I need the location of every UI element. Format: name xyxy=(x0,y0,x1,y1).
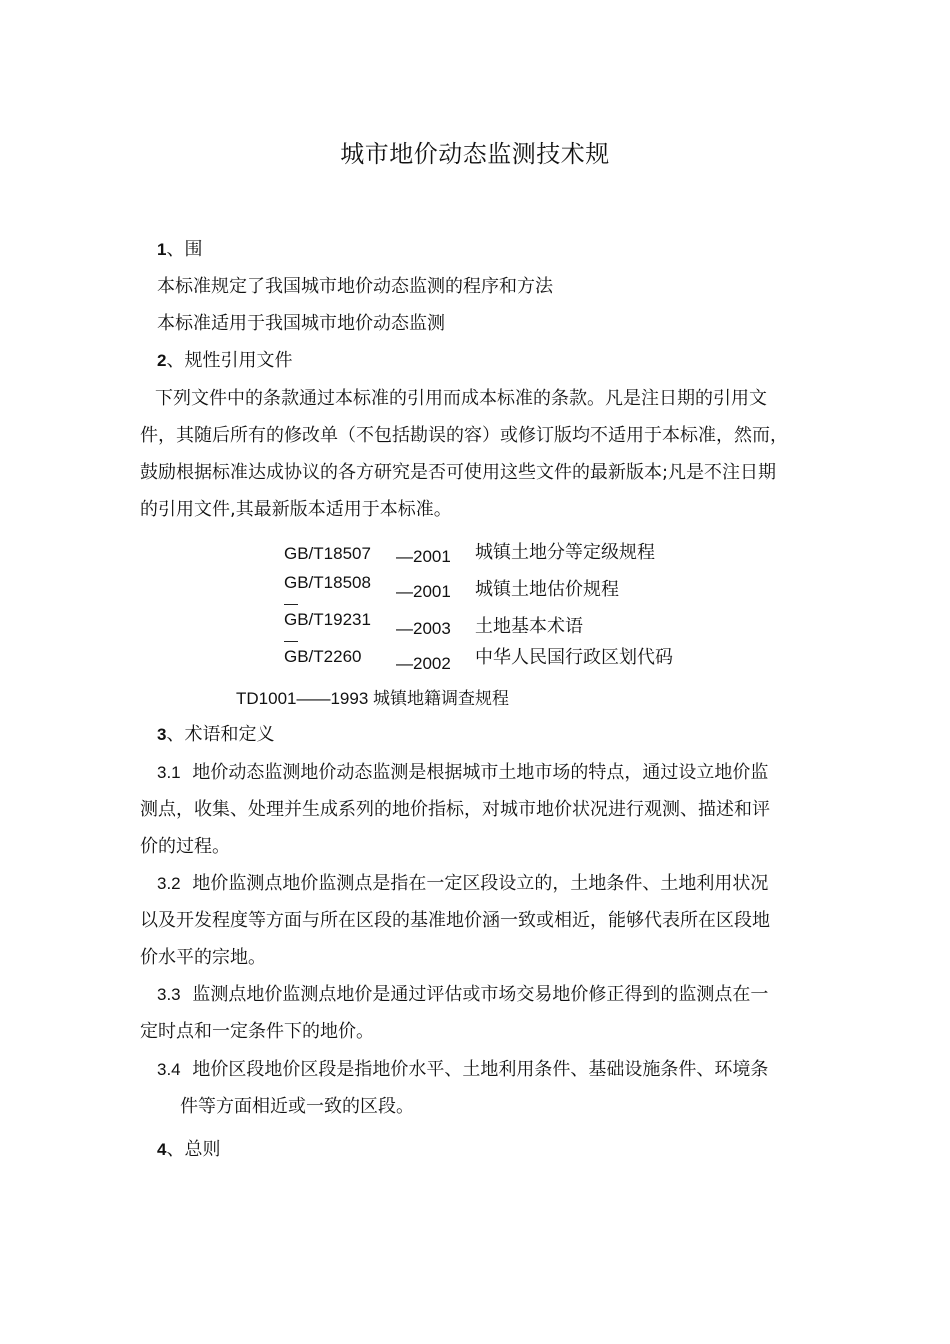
section-1-paragraph-2: 本标准适用于我国城市地价动态监测 xyxy=(157,313,445,334)
definition-3-2-line: 价水平的宗地。 xyxy=(140,947,266,968)
section-4-number: 4 xyxy=(157,1140,167,1159)
reference-year: —2003 xyxy=(396,619,451,638)
section-2-paragraph-line: 鼓励根据标准达成协议的各方研究是否可使用这些文件的最新版本;凡是不注日期 xyxy=(140,462,777,483)
section-2-number: 2 xyxy=(157,351,167,370)
definition-text: 监测点地价监测点地价是通过评估或市场交易地价修正得到的监测点在一 xyxy=(192,984,769,1005)
definition-text: 地价动态监测地价动态监测是根据城市土地市场的特点，通过设立地价监 xyxy=(192,762,769,783)
section-1-number: 1 xyxy=(157,240,167,259)
definition-3-3-line: 定时点和一定条件下的地价。 xyxy=(140,1021,374,1042)
document-title: 城市地价动态监测技术规 xyxy=(340,140,610,168)
reference-name: 城镇土地估价规程 xyxy=(475,579,619,600)
reference-code-overflow: — xyxy=(284,595,298,611)
definition-text: 地价区段地价区段是指地价水平、土地利用条件、基础设施条件、环境条 xyxy=(192,1059,769,1080)
section-2-title: 、规性引用文件 xyxy=(166,350,293,371)
definition-number: 3.3 xyxy=(157,985,181,1004)
section-1-paragraph-1: 本标准规定了我国城市地价动态监测的程序和方法 xyxy=(157,276,553,297)
definition-3-2-line: 以及开发程度等方面与所在区段的基准地价涵一致或相近，能够代表所在区段地 xyxy=(140,910,770,931)
reference-year: —2002 xyxy=(396,654,451,673)
section-1-title: 、围 xyxy=(166,239,203,260)
reference-code: GB/T18508 xyxy=(284,573,371,592)
section-1-heading xyxy=(157,237,202,263)
reference-name: 中华人民国行政区划代码 xyxy=(475,647,673,668)
reference-name: 土地基本术语 xyxy=(475,616,583,637)
section-4-title: 、总则 xyxy=(166,1139,221,1160)
definition-3-1-first-line xyxy=(157,760,768,786)
section-2-heading xyxy=(157,348,292,374)
definition-3-1-line: 测点，收集、处理并生成系列的地价指标，对城市地价状况进行观测、描述和评 xyxy=(140,799,770,820)
reference-code-overflow: — xyxy=(284,632,298,648)
section-4-heading xyxy=(157,1137,220,1163)
reference-name: 城镇土地分等定级规程 xyxy=(475,542,655,563)
section-3-number: 3 xyxy=(157,725,167,744)
definition-text: 地价监测点地价监测点是指在一定区段设立的，土地条件、土地利用状况 xyxy=(192,873,769,894)
definition-3-3-first-line xyxy=(157,982,768,1008)
definition-number: 3.4 xyxy=(157,1060,181,1079)
definition-number: 3.2 xyxy=(157,874,181,893)
section-3-heading xyxy=(157,722,274,748)
definition-number: 3.1 xyxy=(157,763,181,782)
definition-3-4-first-line xyxy=(157,1057,768,1083)
reference-code: GB/T19231 xyxy=(284,610,371,629)
definition-3-2-first-line xyxy=(157,871,768,897)
reference-year: —2001 xyxy=(396,582,451,601)
definition-3-1-line: 价的过程。 xyxy=(140,836,230,857)
reference-year: —2001 xyxy=(396,547,451,566)
section-3-title: 、术语和定义 xyxy=(166,724,275,745)
section-2-paragraph-line: 下列文件中的条款通过本标准的引用而成本标准的条款。凡是注日期的引用文 xyxy=(155,388,767,409)
reference-code: GB/T2260 xyxy=(284,647,362,666)
reference-code: GB/T18507 xyxy=(284,544,371,563)
reference-td1001-text: TD1001——1993 城镇地籍调查规程 xyxy=(236,689,510,708)
section-2-paragraph-line: 件，其随后所有的修改单（不包括勘误的容）或修订版均不适用于本标准，然而， xyxy=(140,425,788,446)
section-2-paragraph-line: 的引用文件,其最新版本适用于本标准。 xyxy=(140,499,452,520)
reference-td1001 xyxy=(236,686,509,712)
definition-3-4-line: 件等方面相近或一致的区段。 xyxy=(180,1096,414,1117)
